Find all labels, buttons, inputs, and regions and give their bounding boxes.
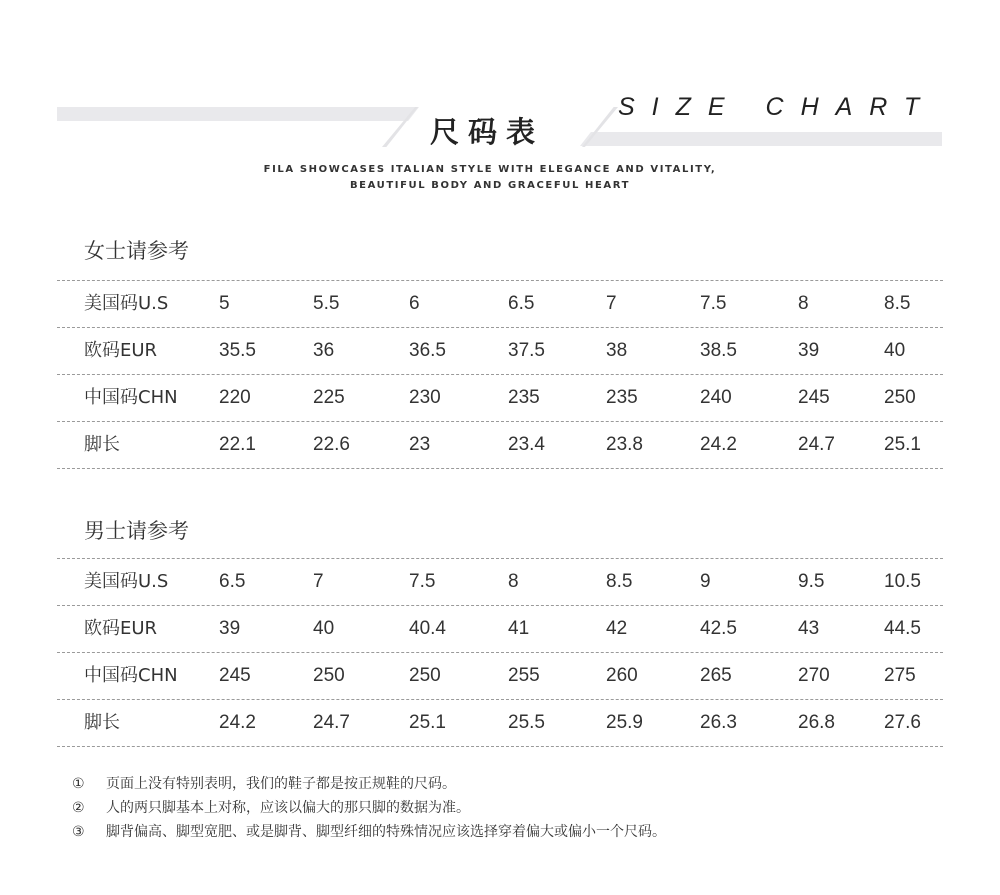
table-cell: 40 xyxy=(884,340,906,361)
table-cell: 42 xyxy=(606,618,628,639)
table-row xyxy=(57,606,943,653)
table-cell: 25.1 xyxy=(884,434,921,455)
table-row xyxy=(57,281,943,328)
table-cell: 245 xyxy=(798,387,830,408)
table-cell: 235 xyxy=(508,387,540,408)
table-cell: 24.2 xyxy=(219,712,256,733)
note-text: 人的两只脚基本上对称，应该以偏大的那只脚的数据为准。 xyxy=(106,800,470,816)
table-cell: 37.5 xyxy=(508,340,545,361)
table-cell: 240 xyxy=(700,387,732,408)
table-cell: 235 xyxy=(606,387,638,408)
header-band-right xyxy=(580,132,942,146)
table-row xyxy=(57,653,943,700)
table-cell: 5 xyxy=(219,293,230,314)
table-cell: 40 xyxy=(313,618,335,639)
table-cell: 38.5 xyxy=(700,340,737,361)
table-cell: 245 xyxy=(219,665,251,686)
table-cell: 40.4 xyxy=(409,618,446,639)
table-cell: 39 xyxy=(798,340,820,361)
table-cell: 26.8 xyxy=(798,712,835,733)
table-cell: 265 xyxy=(700,665,732,686)
women-section-title: 女士请参考 xyxy=(84,239,189,263)
table-cell: 24.2 xyxy=(700,434,737,455)
table-cell: 270 xyxy=(798,665,830,686)
table-cell: 23.4 xyxy=(508,434,545,455)
table-cell: 250 xyxy=(313,665,345,686)
note-number: ① xyxy=(72,776,85,792)
table-cell: 41 xyxy=(508,618,530,639)
table-cell: 250 xyxy=(884,387,916,408)
table-cell: 220 xyxy=(219,387,251,408)
tagline xyxy=(240,162,740,194)
table-cell: 23 xyxy=(409,434,431,455)
row-label: 美国码U.S xyxy=(84,293,169,314)
table-cell: 7 xyxy=(606,293,617,314)
table-cell: 6.5 xyxy=(508,293,535,314)
table-cell: 260 xyxy=(606,665,638,686)
table-cell: 39 xyxy=(219,618,241,639)
table-cell: 8 xyxy=(798,293,809,314)
row-label: 欧码EUR xyxy=(84,340,158,361)
row-label: 美国码U.S xyxy=(84,571,169,592)
table-cell: 6 xyxy=(409,293,420,314)
note-number: ③ xyxy=(72,824,85,840)
table-cell: 8.5 xyxy=(606,571,633,592)
table-cell: 26.3 xyxy=(700,712,737,733)
women-size-table xyxy=(57,280,943,469)
row-label: 中国码CHN xyxy=(84,665,178,686)
note-text: 页面上没有特别表明，我们的鞋子都是按正规鞋的尺码。 xyxy=(106,776,456,792)
row-label: 中国码CHN xyxy=(84,387,178,408)
table-cell: 250 xyxy=(409,665,441,686)
table-row xyxy=(57,328,943,375)
table-cell: 35.5 xyxy=(219,340,256,361)
men-size-table xyxy=(57,558,943,747)
table-cell: 38 xyxy=(606,340,628,361)
table-cell: 36 xyxy=(313,340,335,361)
table-row xyxy=(57,422,943,469)
table-cell: 10.5 xyxy=(884,571,921,592)
table-cell: 22.6 xyxy=(313,434,350,455)
page-title-english: SIZE CHART xyxy=(618,93,937,121)
tagline-line-1: FILA SHOWCASES ITALIAN STYLE WITH ELEGANCE AND VITALITY, xyxy=(263,164,717,175)
table-row xyxy=(57,559,943,606)
table-cell: 22.1 xyxy=(219,434,256,455)
header-band-left xyxy=(57,107,419,121)
note-item xyxy=(72,772,952,796)
row-label: 脚长 xyxy=(84,712,120,733)
table-cell: 44.5 xyxy=(884,618,921,639)
table-row xyxy=(57,375,943,422)
table-cell: 25.5 xyxy=(508,712,545,733)
table-cell: 36.5 xyxy=(409,340,446,361)
table-cell: 230 xyxy=(409,387,441,408)
tagline-line-2: BEAUTIFUL BODY AND GRACEFUL HEART xyxy=(349,180,631,191)
table-row xyxy=(57,700,943,747)
note-item xyxy=(72,796,952,820)
table-cell: 9 xyxy=(700,571,711,592)
table-cell: 7.5 xyxy=(700,293,727,314)
table-cell: 275 xyxy=(884,665,916,686)
table-cell: 43 xyxy=(798,618,820,639)
table-cell: 6.5 xyxy=(219,571,246,592)
table-cell: 25.9 xyxy=(606,712,643,733)
page-title: 尺码表 xyxy=(429,115,544,149)
table-cell: 27.6 xyxy=(884,712,921,733)
table-cell: 24.7 xyxy=(313,712,350,733)
table-cell: 25.1 xyxy=(409,712,446,733)
table-cell: 42.5 xyxy=(700,618,737,639)
table-cell: 7 xyxy=(313,571,324,592)
table-cell: 7.5 xyxy=(409,571,436,592)
men-section-title: 男士请参考 xyxy=(84,519,189,543)
table-cell: 9.5 xyxy=(798,571,825,592)
table-cell: 24.7 xyxy=(798,434,835,455)
table-cell: 225 xyxy=(313,387,345,408)
row-label: 欧码EUR xyxy=(84,618,158,639)
table-cell: 8.5 xyxy=(884,293,911,314)
note-text: 脚背偏高、脚型宽肥、或是脚背、脚型纤细的特殊情况应该选择穿着偏大或偏小一个尺码。 xyxy=(106,824,666,840)
note-number: ② xyxy=(72,800,85,816)
notes-list xyxy=(72,772,952,844)
table-cell: 255 xyxy=(508,665,540,686)
note-item xyxy=(72,820,952,844)
table-cell: 5.5 xyxy=(313,293,340,314)
row-label: 脚长 xyxy=(84,434,120,455)
table-cell: 23.8 xyxy=(606,434,643,455)
table-cell: 8 xyxy=(508,571,519,592)
